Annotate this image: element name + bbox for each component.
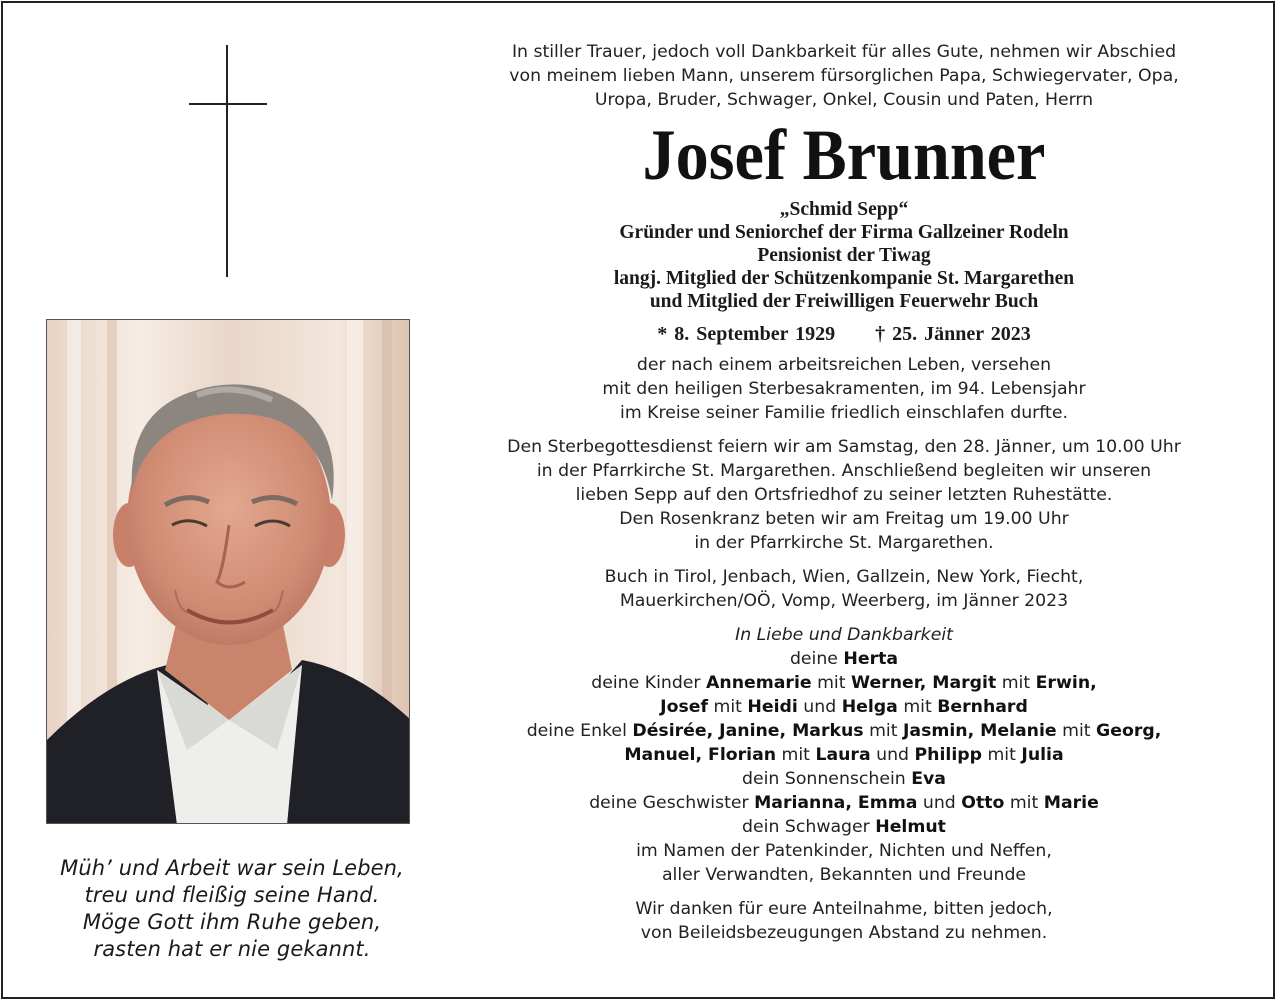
family-text: mit xyxy=(996,673,1036,693)
family-name: Bernhard xyxy=(937,697,1028,717)
family-line-grandchildren-1 xyxy=(440,719,1248,743)
family-name: Marie xyxy=(1043,793,1099,813)
family-name: Marianna, Emma xyxy=(754,793,918,813)
service-paragraph xyxy=(440,435,1248,555)
places-paragraph xyxy=(440,565,1248,613)
family-name: Julia xyxy=(1021,745,1064,765)
family-name: Josef xyxy=(660,697,708,717)
death-date: † 25. Jänner 2023 xyxy=(875,323,1031,345)
title-line: und Mitglied der Freiwilligen Feuerwehr Buch xyxy=(649,291,1039,312)
portrait-photo xyxy=(46,319,410,824)
thanks-paragraph xyxy=(440,897,1248,945)
places-line: Buch in Tirol, Jenbach, Wien, Gallzein, New York, Fiecht, xyxy=(604,567,1084,587)
title-line: langj. Mitglied der Schützenkompanie St. Margarethen xyxy=(613,268,1075,289)
family-text: deine Kinder xyxy=(591,673,707,693)
family-name: Désirée, Janine, Markus xyxy=(632,721,864,741)
family-name: Helga xyxy=(841,697,898,717)
family-text: deine xyxy=(789,649,844,669)
intro-line: Uropa, Bruder, Schwager, Onkel, Cousin und Paten, Herrn xyxy=(594,90,1094,110)
passing-line: mit den heiligen Sterbesakramenten, im 94. Lebensjahr xyxy=(602,379,1086,399)
family-text: mit xyxy=(981,745,1022,765)
passing-paragraph xyxy=(440,353,1248,425)
cross-icon xyxy=(226,45,228,277)
places-line: Mauerkirchen/OÖ, Vomp, Weerberg, im Jänner 2023 xyxy=(619,591,1069,611)
family-name: Manuel, Florian xyxy=(624,745,777,765)
family-name: Werner, Margit xyxy=(851,673,997,693)
thanks-line: von Beileidsbezeugungen Abstand zu nehmen. xyxy=(640,923,1048,943)
family-line-brother-in-law xyxy=(440,815,1248,839)
family-text: mit xyxy=(708,697,748,717)
family-text: mit xyxy=(776,745,816,765)
passing-line: im Kreise seiner Familie friedlich einschlafen durfte. xyxy=(620,403,1068,423)
poem-line: Müh’ und Arbeit war sein Leben, xyxy=(60,856,404,880)
family-line-children-1 xyxy=(440,671,1248,695)
service-line: in der Pfarrkirche St. Margarethen. xyxy=(694,533,994,553)
poem-line: rasten hat er nie gekannt. xyxy=(93,937,371,961)
family-text: mit xyxy=(897,697,938,717)
family-line-children-2 xyxy=(440,695,1248,719)
service-line: Den Rosenkranz beten wir am Freitag um 19.00 Uhr xyxy=(619,509,1069,529)
notice-text-column xyxy=(440,40,1248,945)
life-dates xyxy=(440,321,1248,347)
family-name: Jasmin, Melanie xyxy=(902,721,1057,741)
family-text: und xyxy=(797,697,842,717)
family-name: Laura xyxy=(815,745,871,765)
family-text: mit xyxy=(863,721,903,741)
family-line-siblings xyxy=(440,791,1248,815)
family-text: mit xyxy=(1056,721,1097,741)
service-line: in der Pfarrkirche St. Margarethen. Anschließend begleiten wir unseren xyxy=(536,461,1152,481)
family-name: Erwin, xyxy=(1035,673,1097,693)
family-name: Helmut xyxy=(875,817,946,837)
family-line-others: aller Verwandten, Bekannten und Freunde xyxy=(661,865,1027,885)
thanks-line: Wir danken für eure Anteilnahme, bitten jedoch, xyxy=(635,899,1053,919)
title-line: Pensionist der Tiwag xyxy=(757,245,931,266)
poem-line: Möge Gott ihm Ruhe geben, xyxy=(82,910,382,934)
family-text: dein Schwager xyxy=(742,817,876,837)
family-name: Eva xyxy=(911,769,946,789)
intro-line: In stiller Trauer, jedoch voll Dankbarkeit für alles Gute, nehmen wir Abschied xyxy=(511,42,1177,62)
family-line-others: im Namen der Patenkinder, Nichten und Neffen, xyxy=(636,841,1052,861)
family-name: Herta xyxy=(843,649,899,669)
cross-icon-bar xyxy=(189,103,267,105)
deceased-name: Josef Brunner xyxy=(642,115,1046,195)
titles-block xyxy=(440,198,1248,313)
family-text: dein Sonnenschein xyxy=(742,769,912,789)
family-line-grandchildren-2 xyxy=(440,743,1248,767)
intro-paragraph xyxy=(440,40,1248,112)
service-line: lieben Sepp auf den Ortsfriedhof zu seiner letzten Ruhestätte. xyxy=(575,485,1113,505)
family-block xyxy=(440,623,1248,887)
family-line-sunshine xyxy=(440,767,1248,791)
family-name: Otto xyxy=(961,793,1005,813)
service-line: Den Sterbegottesdienst feiern wir am Samstag, den 28. Jänner, um 10.00 Uhr xyxy=(507,437,1181,457)
memorial-poem xyxy=(30,855,434,963)
family-intro: In Liebe und Dankbarkeit xyxy=(735,625,953,645)
birth-date: * 8. September 1929 xyxy=(657,323,836,345)
family-text: deine Geschwister xyxy=(589,793,755,813)
portrait-illustration xyxy=(47,320,410,824)
family-text: und xyxy=(917,793,962,813)
family-line-wife xyxy=(440,647,1248,671)
family-text: mit xyxy=(811,673,851,693)
nickname: „Schmid Sepp“ xyxy=(779,199,909,220)
title-line: Gründer und Seniorchef der Firma Gallzeiner Rodeln xyxy=(619,222,1069,243)
intro-line: von meinem lieben Mann, unserem fürsorglichen Papa, Schwiegervater, Opa, xyxy=(509,66,1179,86)
family-name: Heidi xyxy=(747,697,798,717)
family-name: Philipp xyxy=(914,745,982,765)
passing-line: der nach einem arbeitsreichen Leben, versehen xyxy=(636,355,1052,375)
family-text: mit xyxy=(1004,793,1044,813)
family-text: und xyxy=(870,745,915,765)
family-text: deine Enkel xyxy=(526,721,633,741)
poem-line: treu und fleißig seine Hand. xyxy=(84,883,380,907)
family-name: Georg, xyxy=(1096,721,1162,741)
family-name: Annemarie xyxy=(706,673,812,693)
